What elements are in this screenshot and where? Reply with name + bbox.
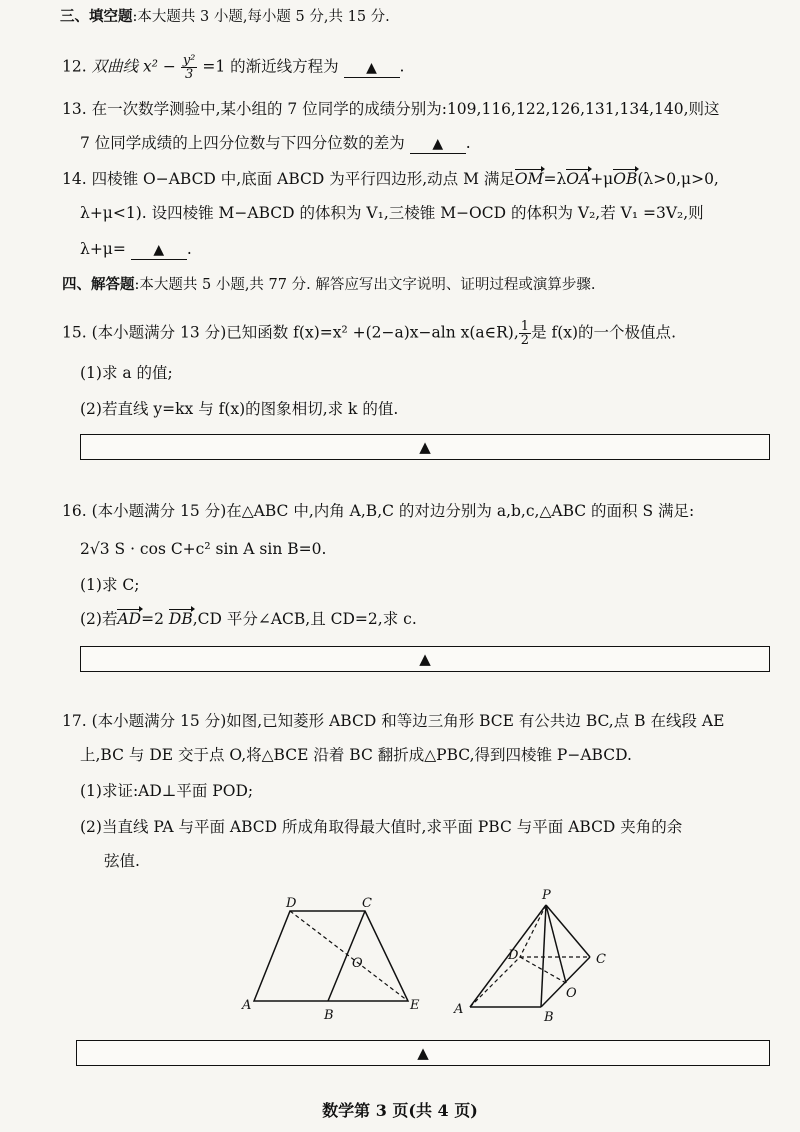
- q13-end: .: [465, 134, 471, 152]
- q12-frac-num: y²: [182, 53, 196, 68]
- q14-vector-oa: OA: [566, 170, 591, 188]
- q14-vector-om: OM: [514, 170, 544, 188]
- q14-vector-ob: OB: [613, 170, 638, 188]
- section-4-desc: :本大题共 5 小题,共 77 分. 解答应写出文字说明、证明过程或演算步骤.: [134, 277, 596, 293]
- q16-part-2: [80, 608, 417, 630]
- section-4-title: 四、解答题: [62, 277, 135, 293]
- q12-end: .: [399, 57, 405, 76]
- q14-line-3: [80, 238, 192, 260]
- section-4-heading: [62, 274, 595, 296]
- figure-right-label-o: O: [566, 986, 577, 1001]
- q12-number: 12.: [62, 57, 87, 76]
- q13-line-2-text: 7 位同学成绩的上四分位数与下四分位数的差为: [80, 134, 405, 152]
- q16-line-1: 16. (本小题满分 15 分)在△ABC 中,内角 A,B,C 的对边分别为 a,b,c,△ABC 的面积 S 满足:: [62, 502, 695, 520]
- q14-end: .: [186, 240, 192, 258]
- figure-left-outline: [254, 911, 408, 1001]
- page-footer: 数学第 3 页(共 4 页): [322, 1101, 478, 1120]
- q14-line-1-a: 14. 四棱锥 O−ABCD 中,底面 ABCD 为平行四边形,动点 M 满足: [62, 170, 515, 188]
- triangle-icon: ▲: [417, 1044, 429, 1062]
- q17-part-2-line-2: 弦值.: [104, 852, 140, 870]
- q14-line-1-b: (λ>0,μ>0,: [637, 170, 719, 188]
- triangle-icon: ▲: [366, 59, 377, 76]
- q15-part-1: (1)求 a 的值;: [80, 364, 173, 382]
- q16-vector-db: DB: [168, 610, 193, 628]
- q13-answer-blank[interactable]: [410, 135, 466, 154]
- q15-line-1-b: 是 f(x)的一个极值点.: [531, 323, 676, 342]
- q16-line-2: 2√3 S · cos C+c² sin A sin B=0.: [80, 540, 327, 558]
- figure-right-label-a: A: [454, 1002, 464, 1017]
- figure-left-label-o: O: [352, 956, 363, 971]
- q15-part-2: (2)若直线 y=kx 与 f(x)的图象相切,求 k 的值.: [80, 400, 399, 418]
- q12-text-pre: 双曲线 x² −: [91, 57, 176, 76]
- figure-left-rhombus: [230, 895, 430, 1025]
- figure-left-dashed-de: [290, 911, 408, 1001]
- q16-part-2-a: (2)若: [80, 610, 118, 628]
- q12-answer-blank[interactable]: [344, 59, 400, 78]
- triangle-icon: ▲: [419, 650, 431, 668]
- figure-left-label-e: E: [410, 998, 420, 1013]
- q14-plus: +μ: [590, 170, 614, 188]
- figure-left-label-b: B: [324, 1008, 334, 1023]
- q14-line-1: [62, 168, 719, 190]
- q17-line-1: 17. (本小题满分 15 分)如图,已知菱形 ABCD 和等边三角形 BCE 有公共边 BC,点 B 在线段 AE: [62, 712, 725, 730]
- q16-answer-box[interactable]: [80, 646, 770, 672]
- q12-frac-den: 3: [184, 67, 194, 82]
- q15-frac-num: 1: [520, 319, 530, 334]
- triangle-icon: ▲: [153, 242, 165, 258]
- section-3-heading: [60, 6, 390, 28]
- section-3-title: 三、填空题: [60, 9, 133, 25]
- q14-answer-blank[interactable]: [131, 241, 187, 260]
- q15-line-1: [62, 320, 676, 347]
- figure-left-label-c: C: [362, 896, 372, 911]
- q15-answer-box[interactable]: [80, 434, 770, 460]
- q13-line-1: 13. 在一次数学测验中,某小组的 7 位同学的成绩分别为:109,116,122,126,131,134,140,则这: [62, 100, 720, 118]
- q14-line-2: λ+μ<1). 设四棱锥 M−ABCD 的体积为 V₁,三棱锥 M−OCD 的体积为 V₂,若 V₁ =3V₂,则: [80, 204, 704, 222]
- triangle-icon: ▲: [432, 136, 444, 152]
- triangle-icon: ▲: [419, 438, 431, 456]
- figure-right-pyramid: [448, 885, 618, 1025]
- figure-right-label-c: C: [596, 952, 606, 967]
- q16-part-2-b: ,CD 平分∠ACB,且 CD=2,求 c.: [192, 610, 417, 628]
- figure-left-label-d: D: [286, 896, 297, 911]
- q17-part-2-line-1: (2)当直线 PA 与平面 ABCD 所成角取得最大值时,求平面 PBC 与平面 ABCD 夹角的余: [80, 818, 683, 836]
- q15-fraction: [519, 320, 531, 347]
- section-3-desc: :本大题共 3 小题,每小题 5 分,共 15 分.: [132, 9, 390, 25]
- figure-left-label-a: A: [242, 998, 252, 1013]
- q15-frac-den: 2: [520, 333, 530, 348]
- q15-line-1-a: 15. (本小题满分 13 分)已知函数 f(x)=x² +(2−a)x−aln x(a∈R),: [62, 323, 519, 342]
- q17-answer-box[interactable]: [76, 1040, 770, 1066]
- q17-line-2: 上,BC 与 DE 交于点 O,将△BCE 沿着 BC 翻折成△PBC,得到四棱锥 P−ABCD.: [80, 746, 632, 764]
- figure-right-label-b: B: [544, 1010, 554, 1025]
- q16-part-1: (1)求 C;: [80, 576, 140, 594]
- q17-part-1: (1)求证:AD⊥平面 POD;: [80, 782, 254, 800]
- q12-text-post: =1 的渐近线方程为: [202, 57, 339, 76]
- q14-line-3-text: λ+μ=: [80, 240, 126, 258]
- q14-eq: =λ: [543, 170, 567, 188]
- question-12: [62, 54, 404, 81]
- q12-fraction: [181, 54, 198, 81]
- q16-vector-ad: AD: [117, 610, 142, 628]
- q13-line-2: [80, 132, 471, 154]
- figure-right-label-d: D: [508, 948, 519, 963]
- figure-right-label-p: P: [542, 888, 551, 903]
- q16-eq: =2: [141, 610, 164, 628]
